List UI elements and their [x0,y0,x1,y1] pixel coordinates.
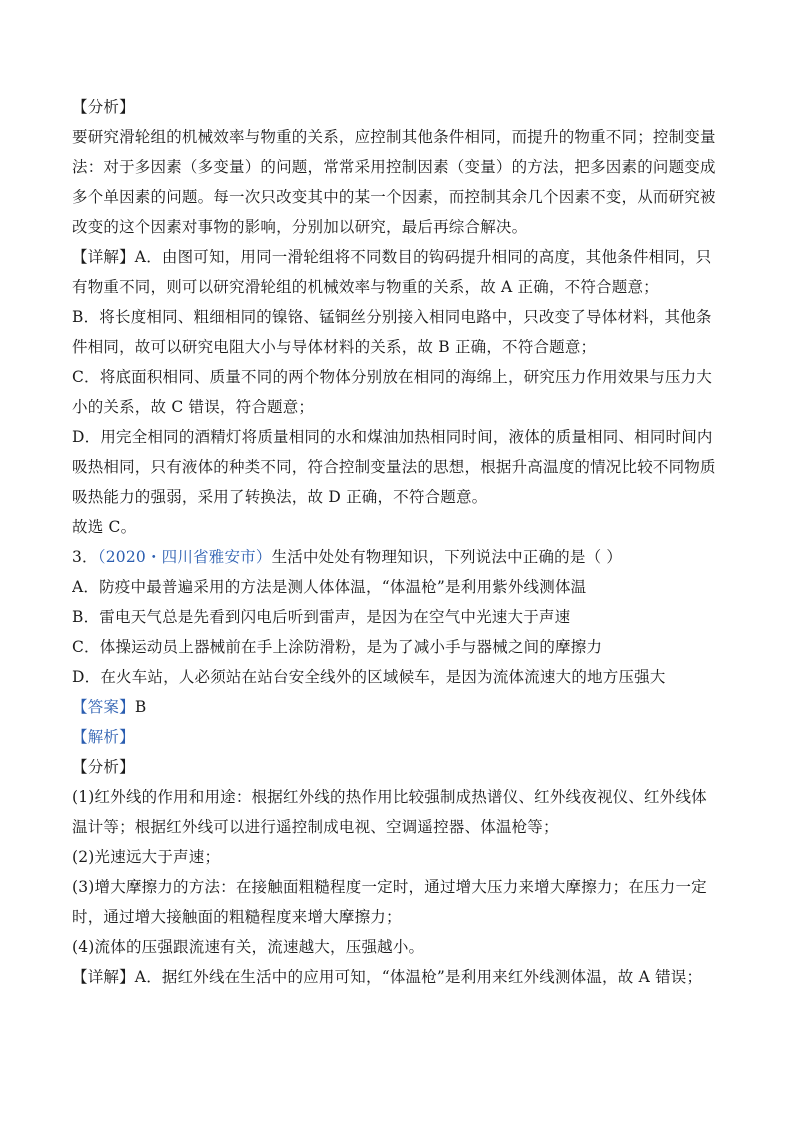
question-source: （2020・四川省雅安市） [97,548,272,566]
option-a: A．防疫中最普遍采用的方法是测人体体温，“体温枪”是利用紫外线测体温 [72,578,587,596]
document-page [72,96,724,988]
option-b: B．雷电天气总是先看到闪电后听到雷声，是因为在空气中光速大于声速 [72,608,571,626]
detail-line: 吸热相同，只有液体的种类不同，符合控制变量法的思想，根据升高温度的情况比较不同物质 [72,458,716,476]
analysis-line: (2)光速远大于声速； [72,848,221,866]
answer-row [72,696,724,718]
question-number: 3． [72,548,98,566]
analysis-line: (4)流体的压强跟流速有关，流速越大，压强越小。 [72,938,425,956]
detail-line: 件相同，故可以研究电阻大小与导体材料的关系，故 B 正确，不符合题意； [72,338,597,356]
detail-line: C．将底面积相同、质量不同的两个物体分别放在相同的海绵上，研究压力作用效果与压力大 [72,368,713,386]
analysis-line: (1)红外线的作用和用途：根据红外线的热作用比较强制成热谱仪、红外线夜视仪、红外线体 [72,788,707,806]
answer-line: 故选 C。 [72,518,137,536]
detail-line: B．将长度相同、粗细相同的镍铬、锰铜丝分别接入相同电路中，只改变了导体材料，其他条 [72,308,712,326]
analysis-line: 时，通过增大接触面的粗糙程度来增大摩擦力； [72,908,402,926]
detail-line: 【详解】A．由图可知，用同一滑轮组将不同数目的钩码提升相同的高度，其他条件相同，只 [72,248,712,266]
analysis-line: 法：对于多因素（多变量）的问题，常常采用控制因素（变量）的方法，把多因素的问题变成 [72,158,716,176]
explanation-label: 【解析】 [72,728,135,746]
answer-value: B [134,698,147,716]
analysis-line: 多个单因素的问题。每一次只改变其中的某一个因素，而控制其余几个因素不变，从而研究被 [72,188,716,206]
analysis-line: 改变的这个因素对事物的影响，分别加以研究，最后再综合解决。 [72,218,528,236]
question-stem [72,546,724,568]
detail-line: D．用完全相同的酒精灯将质量相同的水和煤油加热相同时间，液体的质量相同、相同时间内 [72,428,713,446]
option-d: D．在火车站，人必须站在站台安全线外的区域候车，是因为流体流速大的地方压强大 [72,668,666,686]
detail-line: 【详解】A．据红外线在生活中的应用可知，“体温枪”是利用来红外线测体温，故 A 错误； [72,968,703,986]
question-text: 生活中处处有物理知识，下列说法中正确的是（ ） [271,548,623,566]
analysis-line: (3)增大摩擦力的方法：在接触面粗糙程度一定时，通过增大压力来增大摩擦力；在压力一定 [72,878,707,896]
analysis-heading: 【分析】 [72,758,135,776]
option-c: C．体操运动员上器械前在手上涂防滑粉，是为了减小手与器械之间的摩擦力 [72,638,603,656]
analysis-line: 温计等；根据红外线可以进行遥控制成电视、空调遥控器、体温枪等； [72,818,559,836]
answer-label: 【答案】 [72,698,135,716]
analysis-line: 要研究滑轮组的机械效率与物重的关系，应控制其他条件相同，而提升的物重不同；控制变量 [72,128,716,146]
detail-line: 吸热能力的强弱，采用了转换法，故 D 正确，不符合题意。 [72,488,488,506]
detail-line: 有物重不同，则可以研究滑轮组的机械效率与物重的关系，故 A 正确，不符合题意； [72,278,659,296]
analysis-heading: 【分析】 [72,98,135,116]
detail-line: 小的关系，故 C 错误，符合题意； [72,398,315,416]
